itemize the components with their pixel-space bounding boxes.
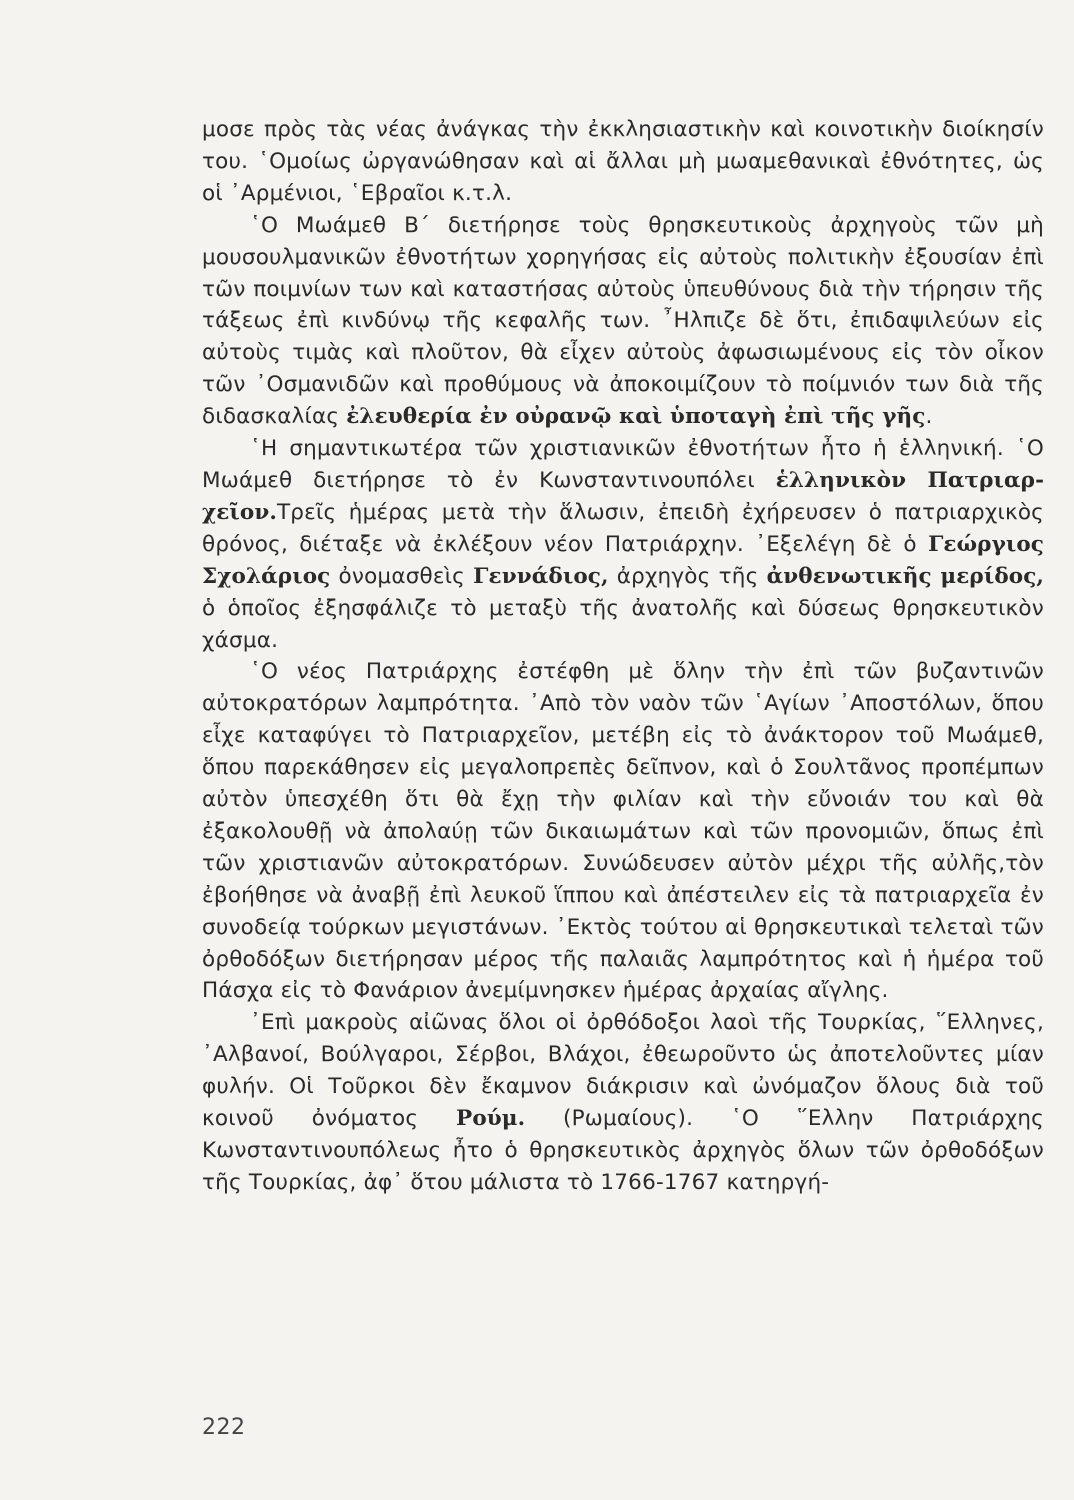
- bold-phrase: ἐλευθερία ἐν οὐρανῷ καὶ ὑποταγὴ ἐπὶ τῆς γῆς: [346, 404, 926, 430]
- paragraph-4: ῾Ο νέος Πατριάρχης ἐστέφθη μὲ ὅλην τὴν ἐπὶ τῶν βυζαντινῶν αὐτοκρατόρων λαμπρότητα. ᾿Απὸ τὸν ναὸν τῶν ῾Αγίων ᾿Αποστόλων, ὅπου εἶχε καταφύγει τὸ Πατριαρχεῖον, μετέβη εἰς τὸ ἀνάκτορον τοῦ Μωάμεθ, ὅπου παρεκάθησεν εἰς μεγαλοπρεπὲς δεῖπνον, καὶ ὁ Σουλτᾶνος προπέμπων αὐτὸν ὑπεσχέθη ὅτι θὰ ἔχῃ τὴν φιλίαν καὶ τὴν εὔνοιάν του καὶ θὰ ἐξακολουθῇ νὰ ἀπολαύῃ τῶν δικαιωμάτων καὶ τῶν προνομιῶν, ὅπως ἐπὶ τῶν χριστιανῶν αὐτοκρατόρων. Συνώδευσεν αὐτὸν μέχρι τῆς αὐλῆς,τὸν ἐβοήθησε νὰ ἀναβῇ ἐπὶ λευκοῦ ἵππου καὶ ἀπέστειλεν εἰς τὰ πατριαρχεῖα ἐν συνοδείᾳ τούρκων μεγιστάνων. ᾿Εκτὸς τούτου αἱ θρησκευτικαὶ τελεταὶ τῶν ὀρθοδόξων διετήρησαν μέρος τῆς παλαιᾶς λαμπρότητος καὶ ἡ ἡμέρα τοῦ Πάσχα εἰς τὸ Φανάριον ἀνεμίμνησκεν ἡμέρας ἀρχαίας αἴγλης.: [202, 659, 1044, 1004]
- bold-phrase: Γεννάδιος,: [473, 563, 609, 589]
- body-text: [202, 114, 1044, 1199]
- paragraph-1: μοσε πρὸς τὰς νέας ἀνάγκας τὴν ἐκκλησιαστικὴν καὶ κοινοτικὴν διοίκησίν του. ῾Ομοίως ὠργανώθησαν καὶ αἱ ἄλλαι μὴ μωαμεθανικαὶ ἐθνότητες, ὡς οἱ ᾿Αρμένιοι, ῾Εβραῖοι κ.τ.λ.: [202, 117, 1044, 206]
- paragraph-3: ῾Η σημαντικωτέρα τῶν χριστιανικῶν ἐθνοτήτων ἦτο ἡ ἑλληνική. ῾Ο Μωάμεθ διετήρησε τὸ ἐν Κωνσταντινουπόλει ἑλληνικὸν Πατριαρχεῖον.Τρεῖς ἡμέρας μετὰ τὴν ἅλωσιν, ἐπειδὴ ἐχήρευσεν ὁ πατριαρχικὸς θρόνος, διέταξε νὰ ἐκλέξουν νέον Πατριάρχην. ᾿Εξελέγη δὲ ὁ Γεώργιος Σχολάριος ὀνομασθεὶς Γεννάδιος, ἀρχηγὸς τῆς ἀνθενωτικῆς μερίδος, ὁ ὁποῖος ἐξησφάλιζε τὸ μεταξὺ τῆς ἀνατολῆς καὶ δύσεως θρησκευτικὸν χάσμα.: [202, 436, 1044, 653]
- bold-phrase: Ρούμ.: [456, 1106, 526, 1132]
- paragraph-2: ῾Ο Μωάμεθ Β΄ διετήρησε τοὺς θρησκευτικοὺς ἀρχηγοὺς τῶν μὴ μουσουλμανικῶν ἐθνοτήτων χορηγήσας εἰς αὐτοὺς πολιτικὴν ἐξουσίαν ἐπὶ τῶν ποιμνίων των καὶ καταστήσας αὐτοὺς ὑπευθύνους διὰ τὴν τήρησιν τῆς τάξεως ἐπὶ κινδύνῳ τῆς κεφαλῆς των. ῏Ηλπιζε δὲ ὅτι, ἐπιδαψιλεύων εἰς αὐτοὺς τιμὰς καὶ πλοῦτον, θὰ εἶχεν αὐτοὺς ἀφωσιωμένους εἰς τὸν οἶκον τῶν ᾿Οσμανιδῶν καὶ προθύμους νὰ ἀποκοιμίζουν τὸ ποίμνιόν των διὰ τῆς διδασκαλίας ἐλευθερία ἐν οὐρανῷ καὶ ὑποταγὴ ἐπὶ τῆς γῆς.: [202, 212, 1044, 430]
- bold-phrase: ἑλληνικὸν Πατριαρχεῖον.: [202, 467, 1044, 525]
- bold-phrase: Γεώργιος Σχολάριος: [202, 531, 1044, 589]
- bold-phrase: ἀνθενωτικῆς μερίδος,: [766, 563, 1044, 589]
- paragraph-5: ᾿Επὶ μακροὺς αἰῶνας ὅλοι οἱ ὀρθόδοξοι λαοὶ τῆς Τουρκίας, ῞Ελληνες, ᾿Αλβανοί, Βούλγαροι, Σέρβοι, Βλάχοι, ἐθεωροῦντο ὡς ἀποτελοῦντες μίαν φυλήν. Οἱ Τοῦρκοι δὲν ἔκαμνον διάκρισιν καὶ ὠνόμαζον ὅλους διὰ τοῦ κοινοῦ ὀνόματος Ρούμ. (Ρωμαίους). ῾Ο ῞Ελλην Πατριάρχης Κωνσταντινουπόλεως ἦτο ὁ θρησκευτικὸς ἀρχηγὸς ὅλων τῶν ὀρθοδόξων τῆς Τουρκίας, ἀφ᾿ ὅτου μάλιστα τὸ 1766-1767 κατηργή-: [202, 1010, 1044, 1195]
- page-number: 222: [202, 1415, 246, 1440]
